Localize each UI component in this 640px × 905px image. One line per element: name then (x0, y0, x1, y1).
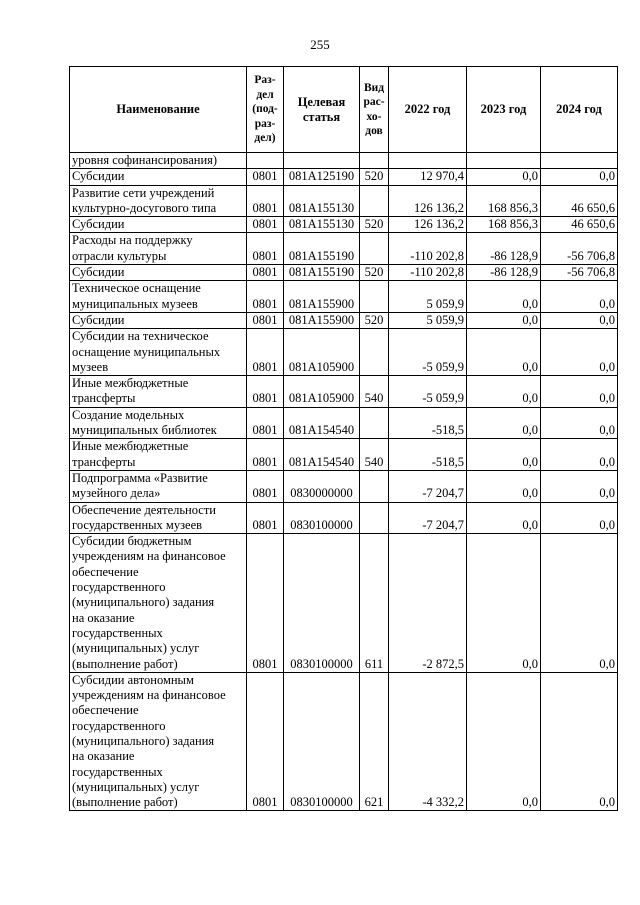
row-2022: -2 872,5 (389, 534, 467, 673)
row-vid (360, 233, 389, 265)
table-row (70, 470, 618, 502)
row-section: 0801 (247, 329, 284, 376)
row-2024: 0,0 (541, 312, 618, 328)
header-2022: 2022 год (389, 67, 467, 153)
row-2023: 0,0 (467, 407, 541, 439)
row-section: 0801 (247, 534, 284, 673)
row-vid: 520 (360, 217, 389, 233)
row-2023: 0,0 (467, 534, 541, 673)
row-2022: -110 202,8 (389, 233, 467, 265)
row-section: 0801 (247, 233, 284, 265)
row-2023 (467, 153, 541, 169)
row-name: Субсидии бюджетным учреждениям на финансовое обеспечение государственного (муниципального) задания на оказание государственных (муниципальных) услуг (выполнение работ) (70, 534, 247, 673)
row-2024: 0,0 (541, 376, 618, 408)
row-section: 0801 (247, 265, 284, 281)
row-2023: 0,0 (467, 376, 541, 408)
table-row (70, 502, 618, 534)
row-vid (360, 470, 389, 502)
row-2023: -86 128,9 (467, 265, 541, 281)
row-2024: 46 650,6 (541, 217, 618, 233)
row-2023: 168 856,3 (467, 185, 541, 217)
row-2022: -4 332,2 (389, 672, 467, 811)
header-2023: 2023 год (467, 67, 541, 153)
row-2024: 0,0 (541, 407, 618, 439)
table-row (70, 376, 618, 408)
table-row (70, 153, 618, 169)
row-name: Обеспечение деятельности государственных музеев (70, 502, 247, 534)
row-name: Субсидии автономным учреждениям на финансовое обеспечение государственного (муниципального) задания на оказание государственных (муниципальных) услуг (выполнение работ) (70, 672, 247, 811)
row-vid: 621 (360, 672, 389, 811)
row-2022: -518,5 (389, 407, 467, 439)
row-2023: 0,0 (467, 281, 541, 313)
row-2024: 0,0 (541, 439, 618, 471)
row-2022: 5 059,9 (389, 312, 467, 328)
row-2024: 0,0 (541, 672, 618, 811)
row-article: 081А155130 (284, 217, 360, 233)
row-2022: 5 059,9 (389, 281, 467, 313)
row-article: 081А155900 (284, 312, 360, 328)
row-name: уровня софинансирования) (70, 153, 247, 169)
row-section: 0801 (247, 407, 284, 439)
row-2023: 0,0 (467, 312, 541, 328)
row-2024 (541, 153, 618, 169)
row-vid: 540 (360, 439, 389, 471)
row-2022: -518,5 (389, 439, 467, 471)
row-article: 0830100000 (284, 534, 360, 673)
row-name: Создание модельных муниципальных библиотек (70, 407, 247, 439)
row-article: 081А154540 (284, 439, 360, 471)
row-vid (360, 281, 389, 313)
table-row (70, 672, 618, 811)
row-name: Техническое оснащение муниципальных музеев (70, 281, 247, 313)
table-row (70, 407, 618, 439)
row-section: 0801 (247, 672, 284, 811)
row-article: 081А155190 (284, 265, 360, 281)
table-row (70, 312, 618, 328)
row-2023: -86 128,9 (467, 233, 541, 265)
table-row (70, 534, 618, 673)
table-row (70, 439, 618, 471)
row-2023: 0,0 (467, 329, 541, 376)
row-section: 0801 (247, 502, 284, 534)
row-2024: -56 706,8 (541, 233, 618, 265)
row-2022: -7 204,7 (389, 470, 467, 502)
row-2022: -5 059,9 (389, 376, 467, 408)
header-article: Целевая статья (284, 67, 360, 153)
row-section: 0801 (247, 169, 284, 185)
row-name: Субсидии на техническое оснащение муниципальных музеев (70, 329, 247, 376)
table-row (70, 217, 618, 233)
row-name: Иные межбюджетные трансферты (70, 376, 247, 408)
row-vid: 520 (360, 265, 389, 281)
row-article: 081А154540 (284, 407, 360, 439)
row-section: 0801 (247, 470, 284, 502)
row-article: 081А125190 (284, 169, 360, 185)
row-article: 0830100000 (284, 502, 360, 534)
row-2022 (389, 153, 467, 169)
row-article: 0830100000 (284, 672, 360, 811)
row-2024: 46 650,6 (541, 185, 618, 217)
row-section (247, 153, 284, 169)
budget-table (69, 66, 618, 811)
row-2023: 168 856,3 (467, 217, 541, 233)
row-vid (360, 185, 389, 217)
row-2022: -7 204,7 (389, 502, 467, 534)
row-name: Развитие сети учреждений культурно-досугового типа (70, 185, 247, 217)
row-2024: 0,0 (541, 470, 618, 502)
row-vid (360, 329, 389, 376)
header-vid: Вид рас- хо- дов (360, 67, 389, 153)
row-section: 0801 (247, 312, 284, 328)
page-number: 255 (310, 37, 330, 52)
row-name: Субсидии (70, 312, 247, 328)
header-2024: 2024 год (541, 67, 618, 153)
table-row (70, 233, 618, 265)
row-2023: 0,0 (467, 439, 541, 471)
row-section: 0801 (247, 281, 284, 313)
header-name: Наименование (70, 67, 247, 153)
row-vid (360, 153, 389, 169)
row-2024: 0,0 (541, 169, 618, 185)
table-row (70, 329, 618, 376)
row-article: 081А155900 (284, 281, 360, 313)
table-body (70, 153, 618, 811)
row-name: Иные межбюджетные трансферты (70, 439, 247, 471)
table-row (70, 281, 618, 313)
table-row (70, 169, 618, 185)
row-2023: 0,0 (467, 470, 541, 502)
row-name: Субсидии (70, 169, 247, 185)
row-2022: 126 136,2 (389, 185, 467, 217)
row-vid: 520 (360, 312, 389, 328)
row-2022: -110 202,8 (389, 265, 467, 281)
row-2024: 0,0 (541, 534, 618, 673)
table-row (70, 265, 618, 281)
row-2022: 12 970,4 (389, 169, 467, 185)
row-2024: 0,0 (541, 502, 618, 534)
row-2023: 0,0 (467, 502, 541, 534)
row-article: 081А105900 (284, 376, 360, 408)
row-2023: 0,0 (467, 672, 541, 811)
row-vid (360, 407, 389, 439)
row-name: Субсидии (70, 217, 247, 233)
row-vid: 520 (360, 169, 389, 185)
header-section: Раз- дел (под- раз- дел) (247, 67, 284, 153)
row-article (284, 153, 360, 169)
row-vid: 540 (360, 376, 389, 408)
row-section: 0801 (247, 217, 284, 233)
row-2024: 0,0 (541, 329, 618, 376)
row-section: 0801 (247, 439, 284, 471)
row-article: 0830000000 (284, 470, 360, 502)
row-name: Подпрограмма «Развитие музейного дела» (70, 470, 247, 502)
row-vid (360, 502, 389, 534)
row-2024: -56 706,8 (541, 265, 618, 281)
row-article: 081А105900 (284, 329, 360, 376)
row-2022: -5 059,9 (389, 329, 467, 376)
table-row (70, 185, 618, 217)
row-name: Расходы на поддержку отрасли культуры (70, 233, 247, 265)
row-2024: 0,0 (541, 281, 618, 313)
row-2023: 0,0 (467, 169, 541, 185)
header-row (70, 67, 618, 153)
row-section: 0801 (247, 185, 284, 217)
row-2022: 126 136,2 (389, 217, 467, 233)
row-vid: 611 (360, 534, 389, 673)
row-article: 081А155130 (284, 185, 360, 217)
row-section: 0801 (247, 376, 284, 408)
row-article: 081А155190 (284, 233, 360, 265)
row-name: Субсидии (70, 265, 247, 281)
